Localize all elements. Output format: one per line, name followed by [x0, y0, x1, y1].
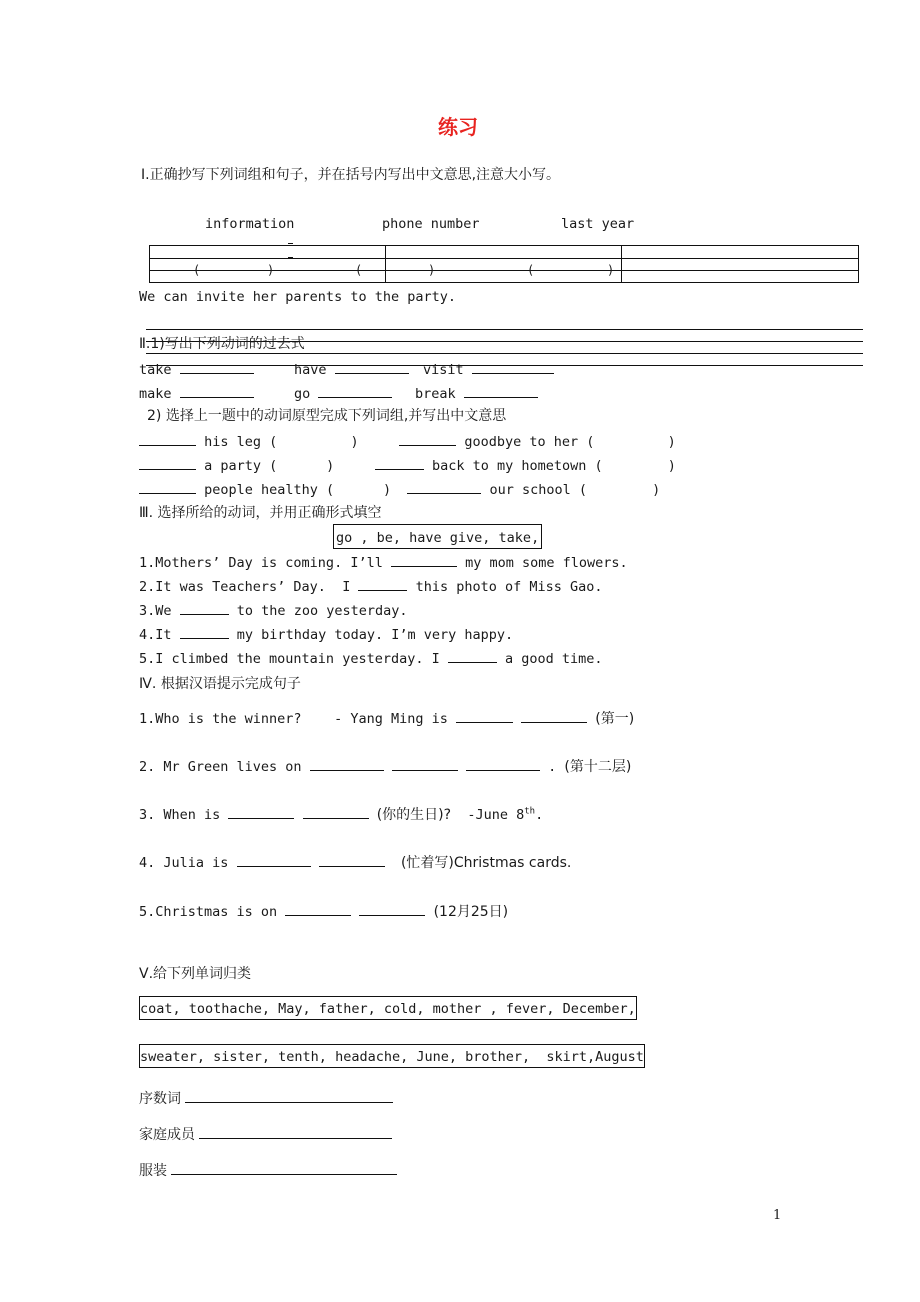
section-2-subheading: 2) 选择上一题中的动词原型完成下列词组,并写出中文意思 — [147, 408, 507, 424]
fill-item-2: 2.It was Teachers’ Day. I this photo of Miss Gao. — [139, 579, 603, 595]
verb-have: have — [294, 361, 409, 378]
paren-open: ( — [355, 263, 363, 277]
fill-item-5: 5.I climbed the mountain yesterday. I a good time. — [139, 651, 603, 667]
sentence-q5: 5.Christmas is on (12月25日) — [139, 904, 509, 920]
phrase-row-2: a party ( ) back to my hometown ( ) — [139, 457, 676, 474]
section-4-heading: Ⅳ. 根据汉语提示完成句子 — [139, 676, 301, 692]
section-3-heading: Ⅲ. 选择所给的动词，并用正确形式填空 — [139, 505, 382, 521]
page-number: 1 — [773, 1208, 782, 1223]
category-family: 家庭成员 — [139, 1124, 392, 1144]
verb-make: make — [139, 385, 254, 402]
category-clothing: 服装 — [139, 1160, 397, 1180]
section-5-heading: Ⅴ.给下列单词归类 — [139, 966, 252, 982]
verb-word-box: go , be, have give, take, — [333, 524, 542, 549]
fill-item-1: 1.Mothers’ Day is coming. I’ll my mom some flowers. — [139, 555, 628, 571]
paren-close: ) — [267, 263, 275, 277]
verb-take: take — [139, 361, 254, 378]
sentence-q1: 1.Who is the winner? - Yang Ming is (第一) — [139, 711, 635, 727]
verb-break: break — [415, 385, 538, 402]
section-2-heading: Ⅱ.1)写出下列动词的过去式 — [139, 336, 305, 352]
word-box-1: coat, toothache, May, father, cold, mother , fever, December, — [139, 996, 637, 1020]
paren-open: ( — [193, 263, 201, 277]
fill-item-4: 4.It my birthday today. I’m very happy. — [139, 627, 514, 643]
sentence-q3: 3. When is (你的生日)? -June 8th. — [139, 806, 544, 823]
word-information: information — [205, 216, 295, 232]
word-box-2: sweater, sister, tenth, headache, June, brother, skirt,August — [139, 1044, 645, 1068]
copy-sentence: We can invite her parents to the party. — [139, 289, 456, 305]
sentence-q4: 4. Julia is (忙着写)Christmas cards. — [139, 855, 572, 871]
fill-item-3: 3.We to the zoo yesterday. — [139, 603, 408, 619]
phrase-row-3: people healthy ( ) our school ( ) — [139, 481, 660, 498]
paren-open: ( — [527, 263, 535, 277]
word-phone-number: phone number — [382, 216, 480, 232]
word-last-year: last year — [561, 216, 635, 232]
section-1-heading: Ⅰ.正确抄写下列词组和句子，并在括号内写出中文意思,注意大小写。 — [141, 167, 561, 183]
sentence-q2: 2. Mr Green lives on . (第十二层) — [139, 759, 632, 775]
verb-go: go — [294, 385, 392, 402]
phrase-row-1: his leg ( ) goodbye to her ( ) — [139, 433, 676, 450]
paren-close: ) — [607, 263, 615, 277]
category-ordinal: 序数词 — [139, 1088, 393, 1108]
paren-close: ) — [428, 263, 436, 277]
page-title: 练习 — [438, 115, 478, 139]
verb-visit: visit — [423, 361, 554, 378]
